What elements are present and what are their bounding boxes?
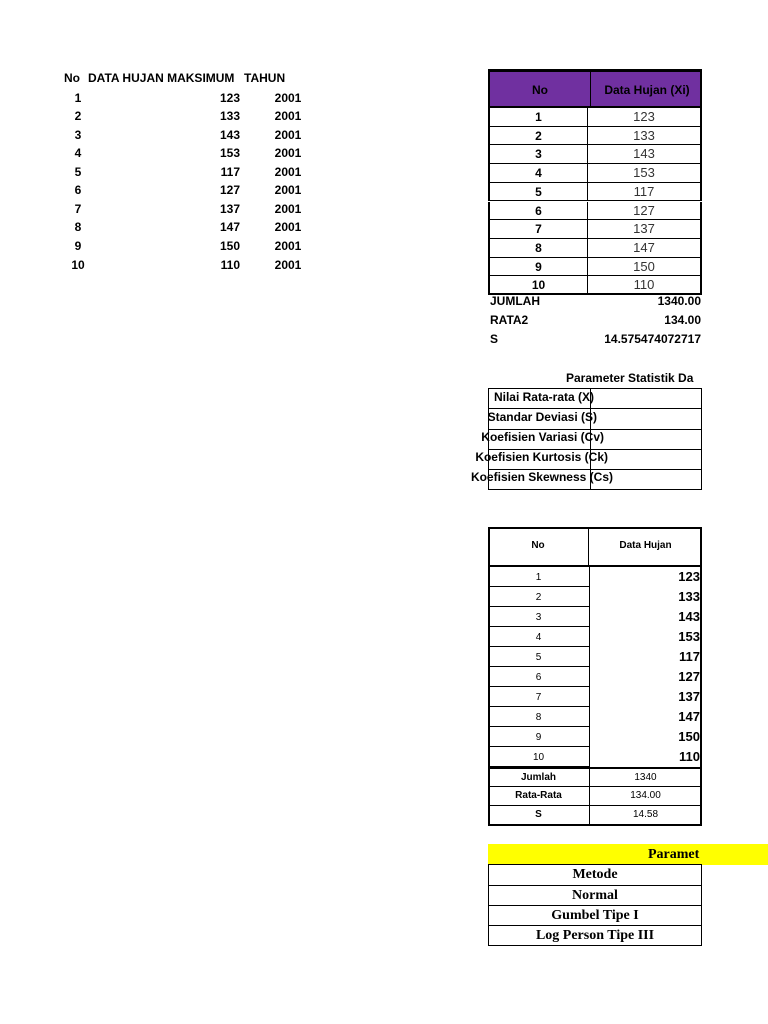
method-log-pearson: Log Person Tipe III xyxy=(489,925,701,946)
list-row xyxy=(0,128,320,146)
list-value: 110 xyxy=(220,258,240,272)
summary-value: 14.58 xyxy=(632,809,659,820)
row-value: 147 xyxy=(588,239,702,257)
header-no: No xyxy=(532,83,548,97)
summary-label: S xyxy=(535,809,542,820)
row-value: 143 xyxy=(588,145,702,163)
row-no: 1 xyxy=(488,108,588,126)
list-header-year: TAHUN xyxy=(244,71,286,85)
table-row xyxy=(488,258,702,277)
table-row xyxy=(488,747,702,767)
list-row xyxy=(0,239,320,257)
param-stddev-label: Standar Deviasi (S) xyxy=(487,410,597,424)
table-row xyxy=(488,108,702,127)
list-row xyxy=(0,220,320,238)
row-no: 4 xyxy=(488,164,588,182)
table-row xyxy=(488,127,702,146)
row-value: 137 xyxy=(588,220,702,238)
list-no: 5 xyxy=(74,165,82,179)
list-header-data: DATA HUJAN MAKSIMUM xyxy=(88,71,235,85)
table-row xyxy=(488,164,702,183)
row-no: 5 xyxy=(488,647,589,667)
list-no: 7 xyxy=(74,202,82,216)
row-value: 150 xyxy=(588,258,702,276)
row-no: 6 xyxy=(488,202,588,220)
list-no: 2 xyxy=(74,109,82,123)
table-row xyxy=(488,727,702,747)
list-value: 147 xyxy=(219,220,240,234)
row-value: 117 xyxy=(588,183,702,201)
row-value: 153 xyxy=(588,164,702,182)
row-no: 2 xyxy=(488,127,588,145)
row-value: 110 xyxy=(588,276,702,293)
summary-label: JUMLAH xyxy=(490,294,540,308)
row-no: 2 xyxy=(488,587,589,607)
list-row xyxy=(0,258,320,276)
param-cs-label: Koefisien Skewness (Cs) xyxy=(470,470,613,484)
list-year: 2001 xyxy=(274,220,302,234)
table-row xyxy=(488,587,702,607)
list-year: 2001 xyxy=(274,183,302,197)
summary-rata-rata xyxy=(488,786,702,805)
list-no: 4 xyxy=(74,146,82,160)
list-no: 10 xyxy=(71,258,85,272)
row-no: 10 xyxy=(488,747,589,767)
header-data: Data Hujan (Xi) xyxy=(590,72,703,106)
list-value: 153 xyxy=(219,146,240,160)
parameter-banner-text: Paramet xyxy=(648,847,700,862)
summary-jumlah xyxy=(488,294,702,313)
table-row xyxy=(488,667,702,687)
summary-value: 1340 xyxy=(634,772,657,783)
header-data: Data Hujan xyxy=(619,540,672,551)
row-no: 3 xyxy=(488,145,588,163)
row-no: 7 xyxy=(488,220,588,238)
header-no: No xyxy=(488,527,589,565)
list-value: 133 xyxy=(219,109,240,123)
summary-jumlah xyxy=(488,767,702,786)
row-no: 7 xyxy=(488,687,589,707)
row-value: 143 xyxy=(678,609,700,624)
list-row xyxy=(0,109,320,127)
list-row xyxy=(0,165,320,183)
list-no: 1 xyxy=(74,91,82,105)
row-value: 127 xyxy=(678,669,700,684)
list-year: 2001 xyxy=(274,202,302,216)
row-value: 117 xyxy=(679,649,700,664)
table-row xyxy=(488,145,702,164)
summary-label: Rata-Rata xyxy=(515,790,562,801)
method-gumbel: Gumbel Tipe I xyxy=(489,905,701,926)
row-value: 133 xyxy=(588,127,702,145)
table-row xyxy=(488,687,702,707)
list-value: 117 xyxy=(220,165,240,179)
list-year: 2001 xyxy=(274,165,302,179)
param-mean-label: Nilai Rata-rata (X) xyxy=(493,390,594,404)
table-row xyxy=(488,220,702,239)
methods-header: Metode xyxy=(572,867,618,882)
list-year: 2001 xyxy=(274,146,302,160)
table-row xyxy=(488,239,702,258)
row-no: 8 xyxy=(488,239,588,257)
row-value: 137 xyxy=(678,689,700,704)
summary-value: 14.575474072717 xyxy=(604,332,701,346)
list-year: 2001 xyxy=(274,128,302,142)
list-value: 143 xyxy=(219,128,240,142)
method-normal: Normal xyxy=(489,885,701,906)
summary-value: 1340.00 xyxy=(657,294,701,308)
methods-table xyxy=(488,864,702,946)
summary-label: Jumlah xyxy=(520,772,556,783)
row-value: 150 xyxy=(678,729,700,744)
param-cv-label: Koefisien Variasi (Cv) xyxy=(481,430,604,444)
summary-value: 134.00 xyxy=(664,313,701,327)
list-year: 2001 xyxy=(274,109,302,123)
table-row xyxy=(488,567,702,587)
row-value: 147 xyxy=(678,709,700,724)
table-row xyxy=(488,707,702,727)
table-row xyxy=(488,276,702,295)
summary-value: 134.00 xyxy=(630,790,661,801)
list-year: 2001 xyxy=(274,239,302,253)
list-row xyxy=(0,91,320,109)
row-no: 6 xyxy=(488,667,589,687)
row-no: 9 xyxy=(488,258,588,276)
summary-s xyxy=(488,805,702,824)
list-row xyxy=(0,183,320,201)
table-row xyxy=(488,183,702,202)
row-no: 1 xyxy=(488,567,589,587)
row-no: 5 xyxy=(488,183,588,201)
row-value: 153 xyxy=(678,629,700,644)
list-value: 150 xyxy=(219,239,240,253)
row-no: 4 xyxy=(488,627,589,647)
list-no: 6 xyxy=(74,183,82,197)
list-no: 9 xyxy=(74,239,82,253)
parameter-banner xyxy=(488,844,768,865)
param-ck-label: Koefisien Kurtosis (Ck) xyxy=(475,450,608,464)
table-header xyxy=(488,69,702,108)
row-value: 110 xyxy=(679,749,700,764)
table-row xyxy=(488,202,702,221)
param-stats-title: Parameter Statistik Da xyxy=(566,371,694,385)
row-value: 123 xyxy=(678,569,700,584)
row-value: 127 xyxy=(588,202,702,220)
table-row xyxy=(488,607,702,627)
list-value: 127 xyxy=(219,183,240,197)
list-year: 2001 xyxy=(274,258,302,272)
row-no: 8 xyxy=(488,707,589,727)
row-no: 3 xyxy=(488,607,589,627)
row-no: 10 xyxy=(488,276,588,293)
summary-label: S xyxy=(490,332,499,346)
table-row xyxy=(488,647,702,667)
row-no: 9 xyxy=(488,727,589,747)
list-no: 3 xyxy=(74,128,82,142)
summary-s xyxy=(488,332,702,351)
row-value: 123 xyxy=(588,108,702,126)
table-header xyxy=(488,527,702,567)
table-row xyxy=(488,627,702,647)
summary-rata2 xyxy=(488,313,702,332)
list-row xyxy=(0,146,320,164)
list-year: 2001 xyxy=(274,91,302,105)
list-value: 123 xyxy=(219,91,240,105)
list-no: 8 xyxy=(74,220,82,234)
list-row xyxy=(0,202,320,220)
list-header-no: No xyxy=(64,71,80,85)
rainfall-table-2 xyxy=(488,527,702,826)
list-value: 137 xyxy=(219,202,240,216)
row-value: 133 xyxy=(678,589,700,604)
summary-label: RATA2 xyxy=(490,313,529,327)
